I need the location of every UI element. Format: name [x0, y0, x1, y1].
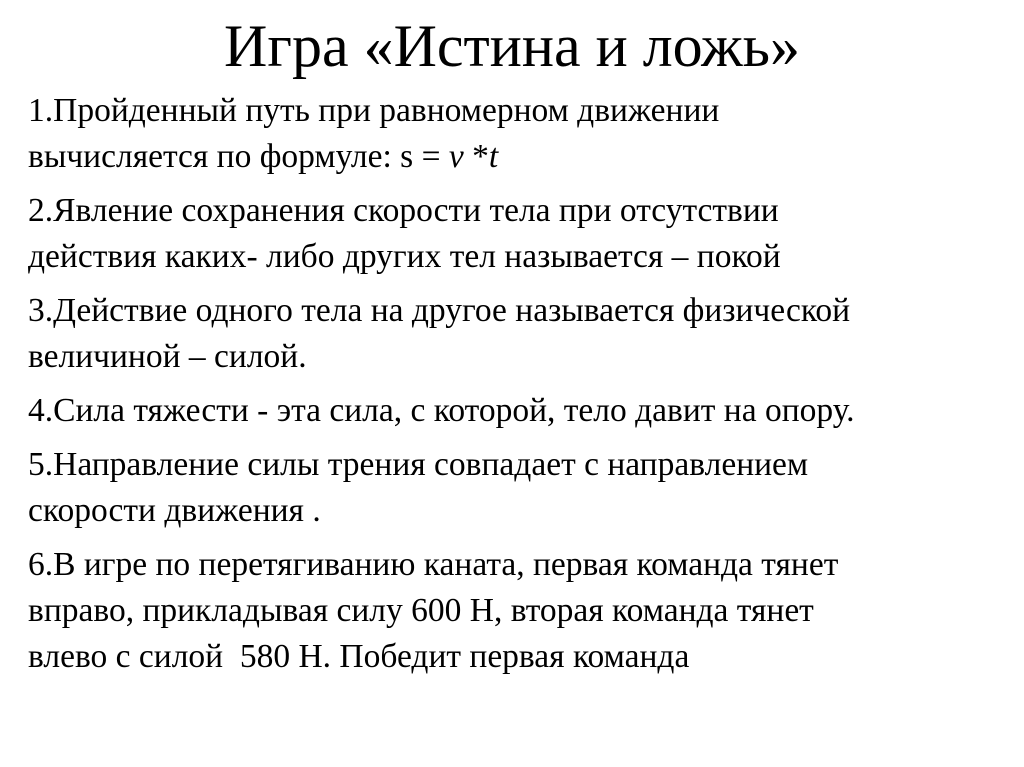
statement-text: Сила тяжести - эта сила, с которой, тело давит на опору. [53, 392, 855, 429]
statement-1 [28, 88, 1008, 180]
formula-time: t [488, 138, 499, 175]
statement-text: Пройденный путь при равномерном движении [53, 92, 720, 129]
statement-number: 2. [28, 192, 54, 229]
statement-number: 6. [28, 546, 54, 583]
statement-line [28, 188, 1008, 234]
statement-text: Явление сохранения скорости тела при отсутствии [53, 192, 779, 229]
statement-text: Направление силы трения совпадает с направлением [53, 446, 809, 483]
statement-line [28, 88, 1008, 134]
statement-line [28, 388, 1008, 434]
statement-text: В игре по перетягиванию каната, первая команда тянет [53, 546, 839, 583]
statement-number: 3. [28, 292, 54, 329]
statement-text: вправо, прикладывая силу 600 Н, вторая команда тянет [28, 592, 814, 629]
statement-line [28, 288, 1008, 334]
statement-text: Действие одного тела на другое называется физической [53, 292, 851, 329]
statement-text: влево с силой 580 Н. Победит первая команда [28, 638, 690, 675]
statement-line [28, 542, 1008, 588]
statement-number: 5. [28, 446, 54, 483]
formula-operator: * [463, 138, 489, 175]
statement-5 [28, 442, 1008, 534]
statement-line [28, 488, 1008, 534]
statement-text: скорости движения . [28, 492, 321, 529]
statement-number: 4. [28, 392, 54, 429]
statement-6 [28, 542, 1008, 680]
statement-2 [28, 188, 1008, 280]
statement-line [28, 442, 1008, 488]
statement-text: вычисляется по формуле: s = [28, 138, 449, 175]
statement-list [28, 88, 1008, 688]
statement-line [28, 234, 1008, 280]
statement-4 [28, 388, 1008, 434]
statement-3 [28, 288, 1008, 380]
slide-title: Игра «Истина и ложь» [224, 13, 800, 79]
statement-line [28, 588, 1008, 634]
statement-text: действия каких- либо других тел называется – покой [28, 238, 781, 275]
statement-number: 1. [28, 92, 54, 129]
statement-text: величиной – силой. [28, 338, 307, 375]
statement-line [28, 334, 1008, 380]
statement-line [28, 634, 1008, 680]
formula-velocity: v [448, 138, 464, 175]
statement-line [28, 134, 1008, 180]
